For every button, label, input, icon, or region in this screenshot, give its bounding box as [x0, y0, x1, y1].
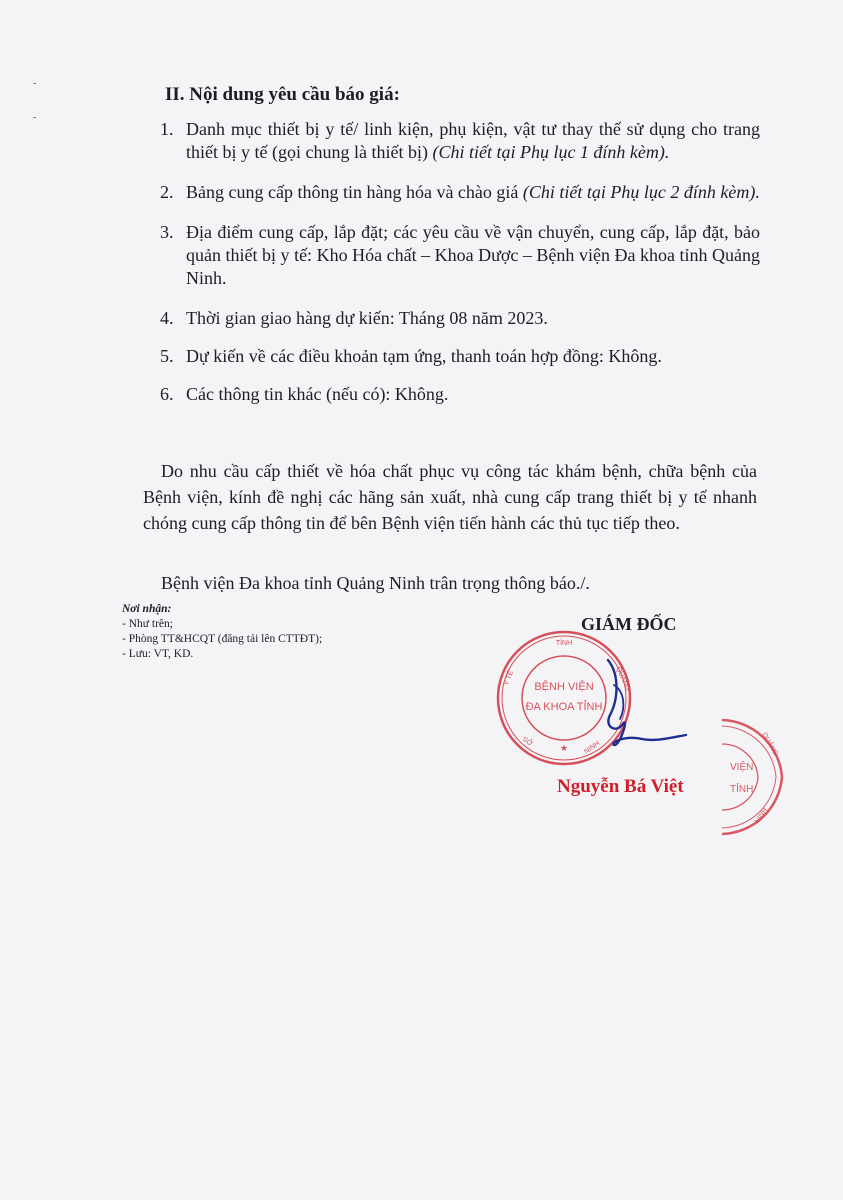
stamp-line: TỈNH [730, 784, 754, 795]
item-number: 2. [160, 182, 174, 202]
item-body: Danh mục thiết bị y tế/ linh kiện, phụ kiện, vật tư thay thế sử dụng cho trang thiết bị y tế (gọi chung là thiết bị) [186, 119, 760, 162]
request-paragraph: Do nhu cầu cấp thiết về hóa chất phục vụ công tác khám bệnh, chữa bệnh của Bệnh viện, kính đề nghị các hãng sản xuất, nhà cung cấp trang thiết bị y tế nhanh chóng cung cấp thông tin để bên Bệnh viện tiến hành các thủ tục tiếp theo. [143, 461, 757, 533]
item-text: Địa điểm cung cấp, lắp đặt; các yêu cầu về vận chuyển, cung cấp, lắp đặt, bảo quản thiết bị y tế: Kho Hóa chất – Khoa Dược – Bệnh viện Đa khoa tỉnh Quảng Ninh. [186, 222, 760, 288]
item-number: 6. [160, 384, 174, 404]
handwritten-signature [590, 655, 690, 750]
item-italic: (Chi tiết tại Phụ lục 1 đính kèm). [432, 142, 670, 162]
item-text: Thời gian giao hàng dự kiến: Tháng 08 năm 2023. [186, 308, 548, 328]
stamp-ring-text: QUẢNG [614, 665, 632, 693]
recipient-line: - Lưu: VT, KD. [122, 648, 194, 660]
list-item [160, 345, 760, 368]
item-number: 4. [160, 308, 174, 328]
recipients-block [122, 602, 322, 662]
stamp-ring-text: QUẢNG [760, 731, 780, 758]
recipient-line: - Phòng TT&HCQT (đăng tải lên CTTĐT); [122, 633, 323, 645]
stamp-ring-text: TỈNH [555, 640, 573, 647]
scan-mark: - [33, 78, 37, 89]
item-text [186, 181, 760, 204]
recipients-title: Nơi nhận: [122, 603, 172, 615]
list-item [160, 383, 760, 406]
item-text: Dự kiến về các điều khoản tạm ứng, thanh toán hợp đồng: Không. [186, 346, 662, 366]
stamp-ring-text: SỞ [520, 735, 534, 748]
stamp-ring-text: Y TẾ [503, 669, 516, 687]
stamp-ring-text: NINH [753, 807, 770, 826]
requirements-list [160, 118, 760, 422]
item-text [186, 118, 760, 164]
stamp-star-icon: ★ [560, 743, 569, 753]
scan-mark: - [33, 112, 37, 123]
list-item [160, 221, 760, 290]
closing-paragraph: Bệnh viện Đa khoa tỉnh Quảng Ninh trân trọng thông báo./. [161, 573, 590, 593]
signer-name: Nguyễn Bá Việt [557, 776, 684, 797]
stamp-line: VIỆN [730, 762, 754, 773]
item-number: 5. [160, 346, 174, 366]
recipient-line: - Như trên; [122, 618, 173, 630]
stamp-line: BỆNH VIỆN [534, 681, 594, 693]
list-item [160, 307, 760, 330]
item-text: Các thông tin khác (nếu có): Không. [186, 384, 449, 404]
stamp-ring-text: NINH [583, 740, 602, 756]
list-item [160, 181, 760, 204]
item-italic: (Chi tiết tại Phụ lục 2 đính kèm). [522, 182, 760, 202]
list-item [160, 118, 760, 164]
section-heading: II. Nội dung yêu cầu báo giá: [165, 84, 400, 105]
partial-stamp [712, 712, 832, 842]
item-number: 3. [160, 222, 174, 242]
signer-position: GIÁM ĐỐC [581, 614, 677, 634]
stamp-line: ĐA KHOA TỈNH [525, 701, 603, 713]
item-body: Bảng cung cấp thông tin hàng hóa và chào giá [186, 182, 523, 202]
item-number: 1. [160, 119, 174, 139]
